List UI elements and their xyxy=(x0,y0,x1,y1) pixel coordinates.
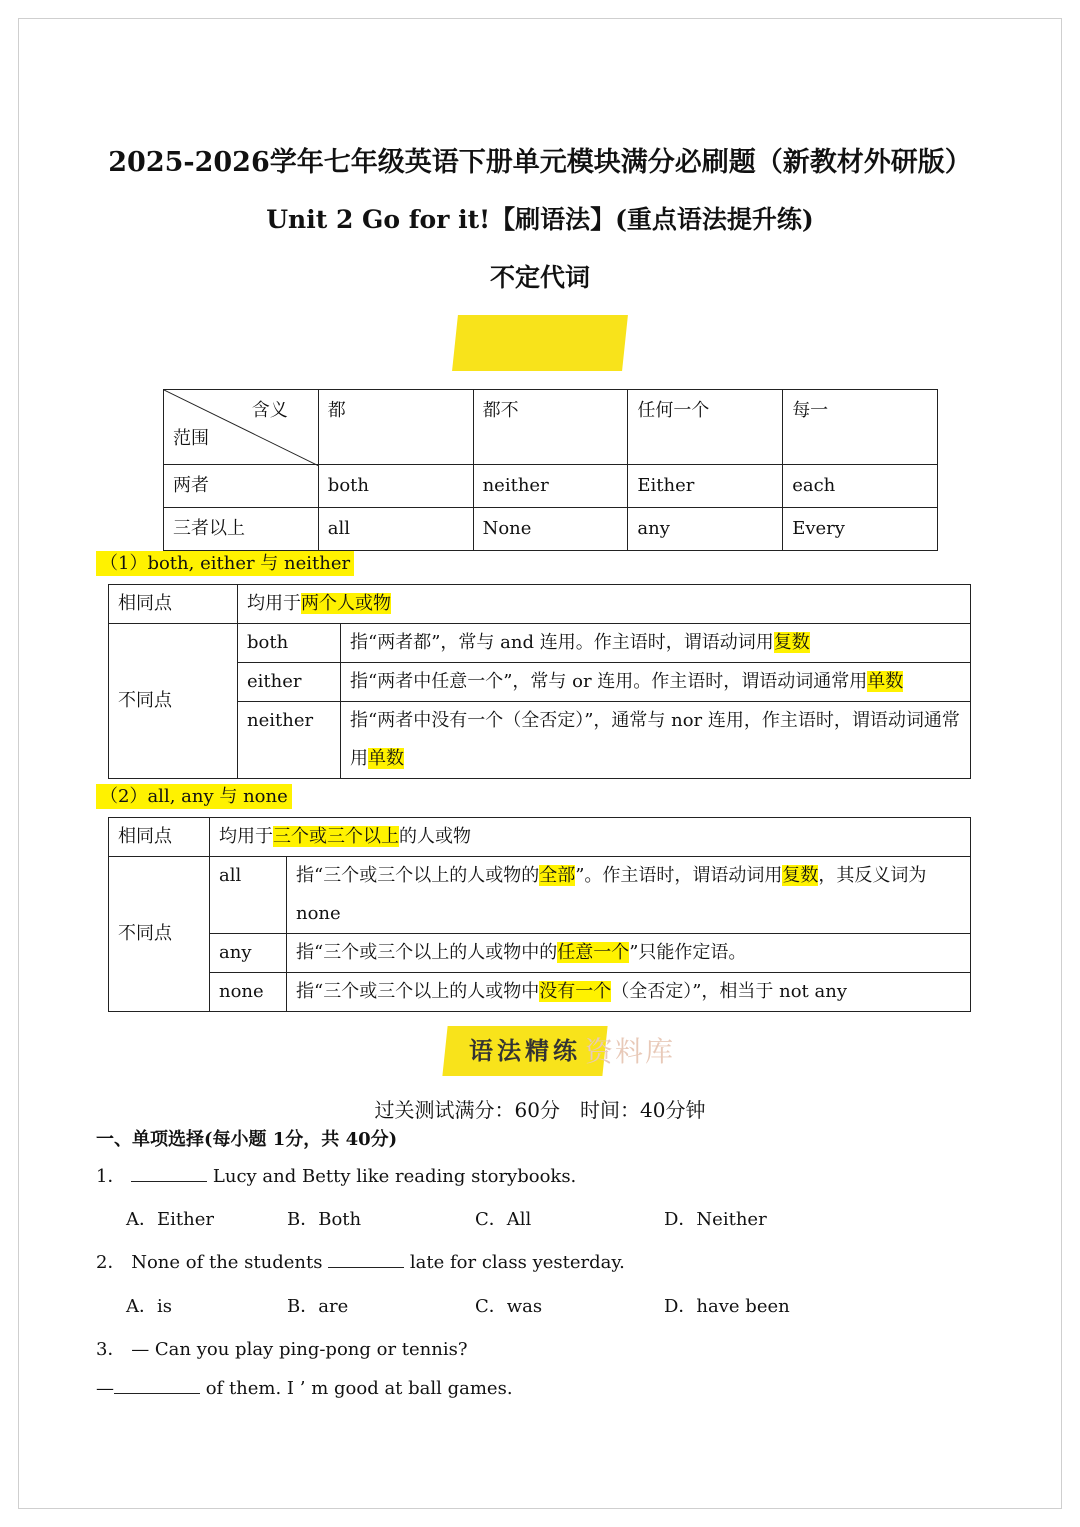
answer-blank[interactable] xyxy=(114,1379,200,1394)
table-cell: Either xyxy=(628,465,783,508)
highlight-badge xyxy=(452,315,628,371)
option[interactable]: A．is xyxy=(126,1296,172,1317)
table-row xyxy=(164,508,938,551)
word-cell: either xyxy=(238,663,341,702)
word-cell: neither xyxy=(238,702,341,779)
question-3-line2: — of them. I ’ m good at ball games. xyxy=(96,1378,513,1399)
part-title: 一、单项选择(每小题 1分，共 40分) xyxy=(96,1129,398,1150)
same-label: 相同点 xyxy=(109,585,238,624)
watermark: 资料库 xyxy=(585,1035,676,1068)
header-cell: 都不 xyxy=(473,390,628,465)
word-cell: both xyxy=(238,624,341,663)
section2-table xyxy=(108,817,971,1012)
table-cell: Every xyxy=(783,508,938,551)
table-cell: each xyxy=(783,465,938,508)
desc-cell: 指“三个或三个以上的人或物的全部”。作主语时，谓语动词用复数，其反义词为 none xyxy=(287,857,971,934)
desc-cell: 指“两者中没有一个（全否定）”，通常与 nor 连用，作主语时，谓语动词通常用单数 xyxy=(341,702,971,779)
diff-label: 不同点 xyxy=(109,857,210,1012)
same-text: 均用于两个人或物 xyxy=(238,585,971,624)
unit-subtitle: Unit 2 Go for it!【刷语法】(重点语法提升练) xyxy=(266,205,814,234)
table-cell: both xyxy=(318,465,473,508)
header-cell: 每一 xyxy=(783,390,938,465)
header-cell: 都 xyxy=(318,390,473,465)
desc-cell: 指“三个或三个以上的人或物中的任意一个”只能作定语。 xyxy=(287,934,971,973)
desc-cell: 指“两者中任意一个”，常与 or 连用。作主语时，谓语动词通常用单数 xyxy=(341,663,971,702)
option[interactable]: A．Either xyxy=(126,1209,214,1230)
row-label: 三者以上 xyxy=(164,508,319,551)
table-cell: neither xyxy=(473,465,628,508)
question-1: 1． Lucy and Betty like reading storybooks. xyxy=(96,1166,577,1187)
option[interactable]: D．have been xyxy=(664,1296,790,1317)
table-cell: None xyxy=(473,508,628,551)
option[interactable]: C．was xyxy=(475,1296,543,1317)
question-3: 3． — Can you play ping-pong or tennis? xyxy=(96,1339,468,1360)
answer-blank[interactable] xyxy=(328,1253,404,1268)
option[interactable]: D．Neither xyxy=(664,1209,767,1230)
desc-cell: 指“两者都”，常与 and 连用。作主语时，谓语动词用复数 xyxy=(341,624,971,663)
page-title: 2025-2026学年七年级英语下册单元模块满分必刷题（新教材外研版） xyxy=(108,147,972,178)
table-row xyxy=(164,465,938,508)
question-2: 2． None of the students late for class yesterday. xyxy=(96,1252,625,1273)
row-label: 两者 xyxy=(164,465,319,508)
word-cell: any xyxy=(210,934,287,973)
corner-top-label: 含义 xyxy=(251,400,288,421)
table-cell: all xyxy=(318,508,473,551)
word-cell: all xyxy=(210,857,287,934)
diff-label: 不同点 xyxy=(109,624,238,779)
section2-heading: （2）all, any 与 none xyxy=(96,782,292,808)
option[interactable]: B．are xyxy=(287,1296,349,1317)
same-label: 相同点 xyxy=(109,818,210,857)
corner-bottom-label: 范围 xyxy=(173,428,209,449)
option[interactable]: B．Both xyxy=(287,1209,362,1230)
table-cell: any xyxy=(628,508,783,551)
desc-cell: 指“三个或三个以上的人或物中没有一个（全否定）”，相当于 not any xyxy=(287,973,971,1012)
topic-title: 不定代词 xyxy=(489,263,590,292)
table-corner xyxy=(164,390,319,465)
section1-heading: （1）both, either 与 neither xyxy=(96,549,354,575)
word-cell: none xyxy=(210,973,287,1012)
same-text: 均用于三个或三个以上的人或物 xyxy=(210,818,971,857)
exercise-badge: 语法精练 xyxy=(442,1026,607,1076)
time-info: 过关测试满分：60分 时间：40分钟 xyxy=(374,1098,706,1122)
section1-table xyxy=(108,584,971,779)
answer-blank[interactable] xyxy=(131,1167,207,1182)
option[interactable]: C．All xyxy=(475,1209,532,1230)
header-cell: 任何一个 xyxy=(628,390,783,465)
pronoun-table xyxy=(163,389,938,551)
